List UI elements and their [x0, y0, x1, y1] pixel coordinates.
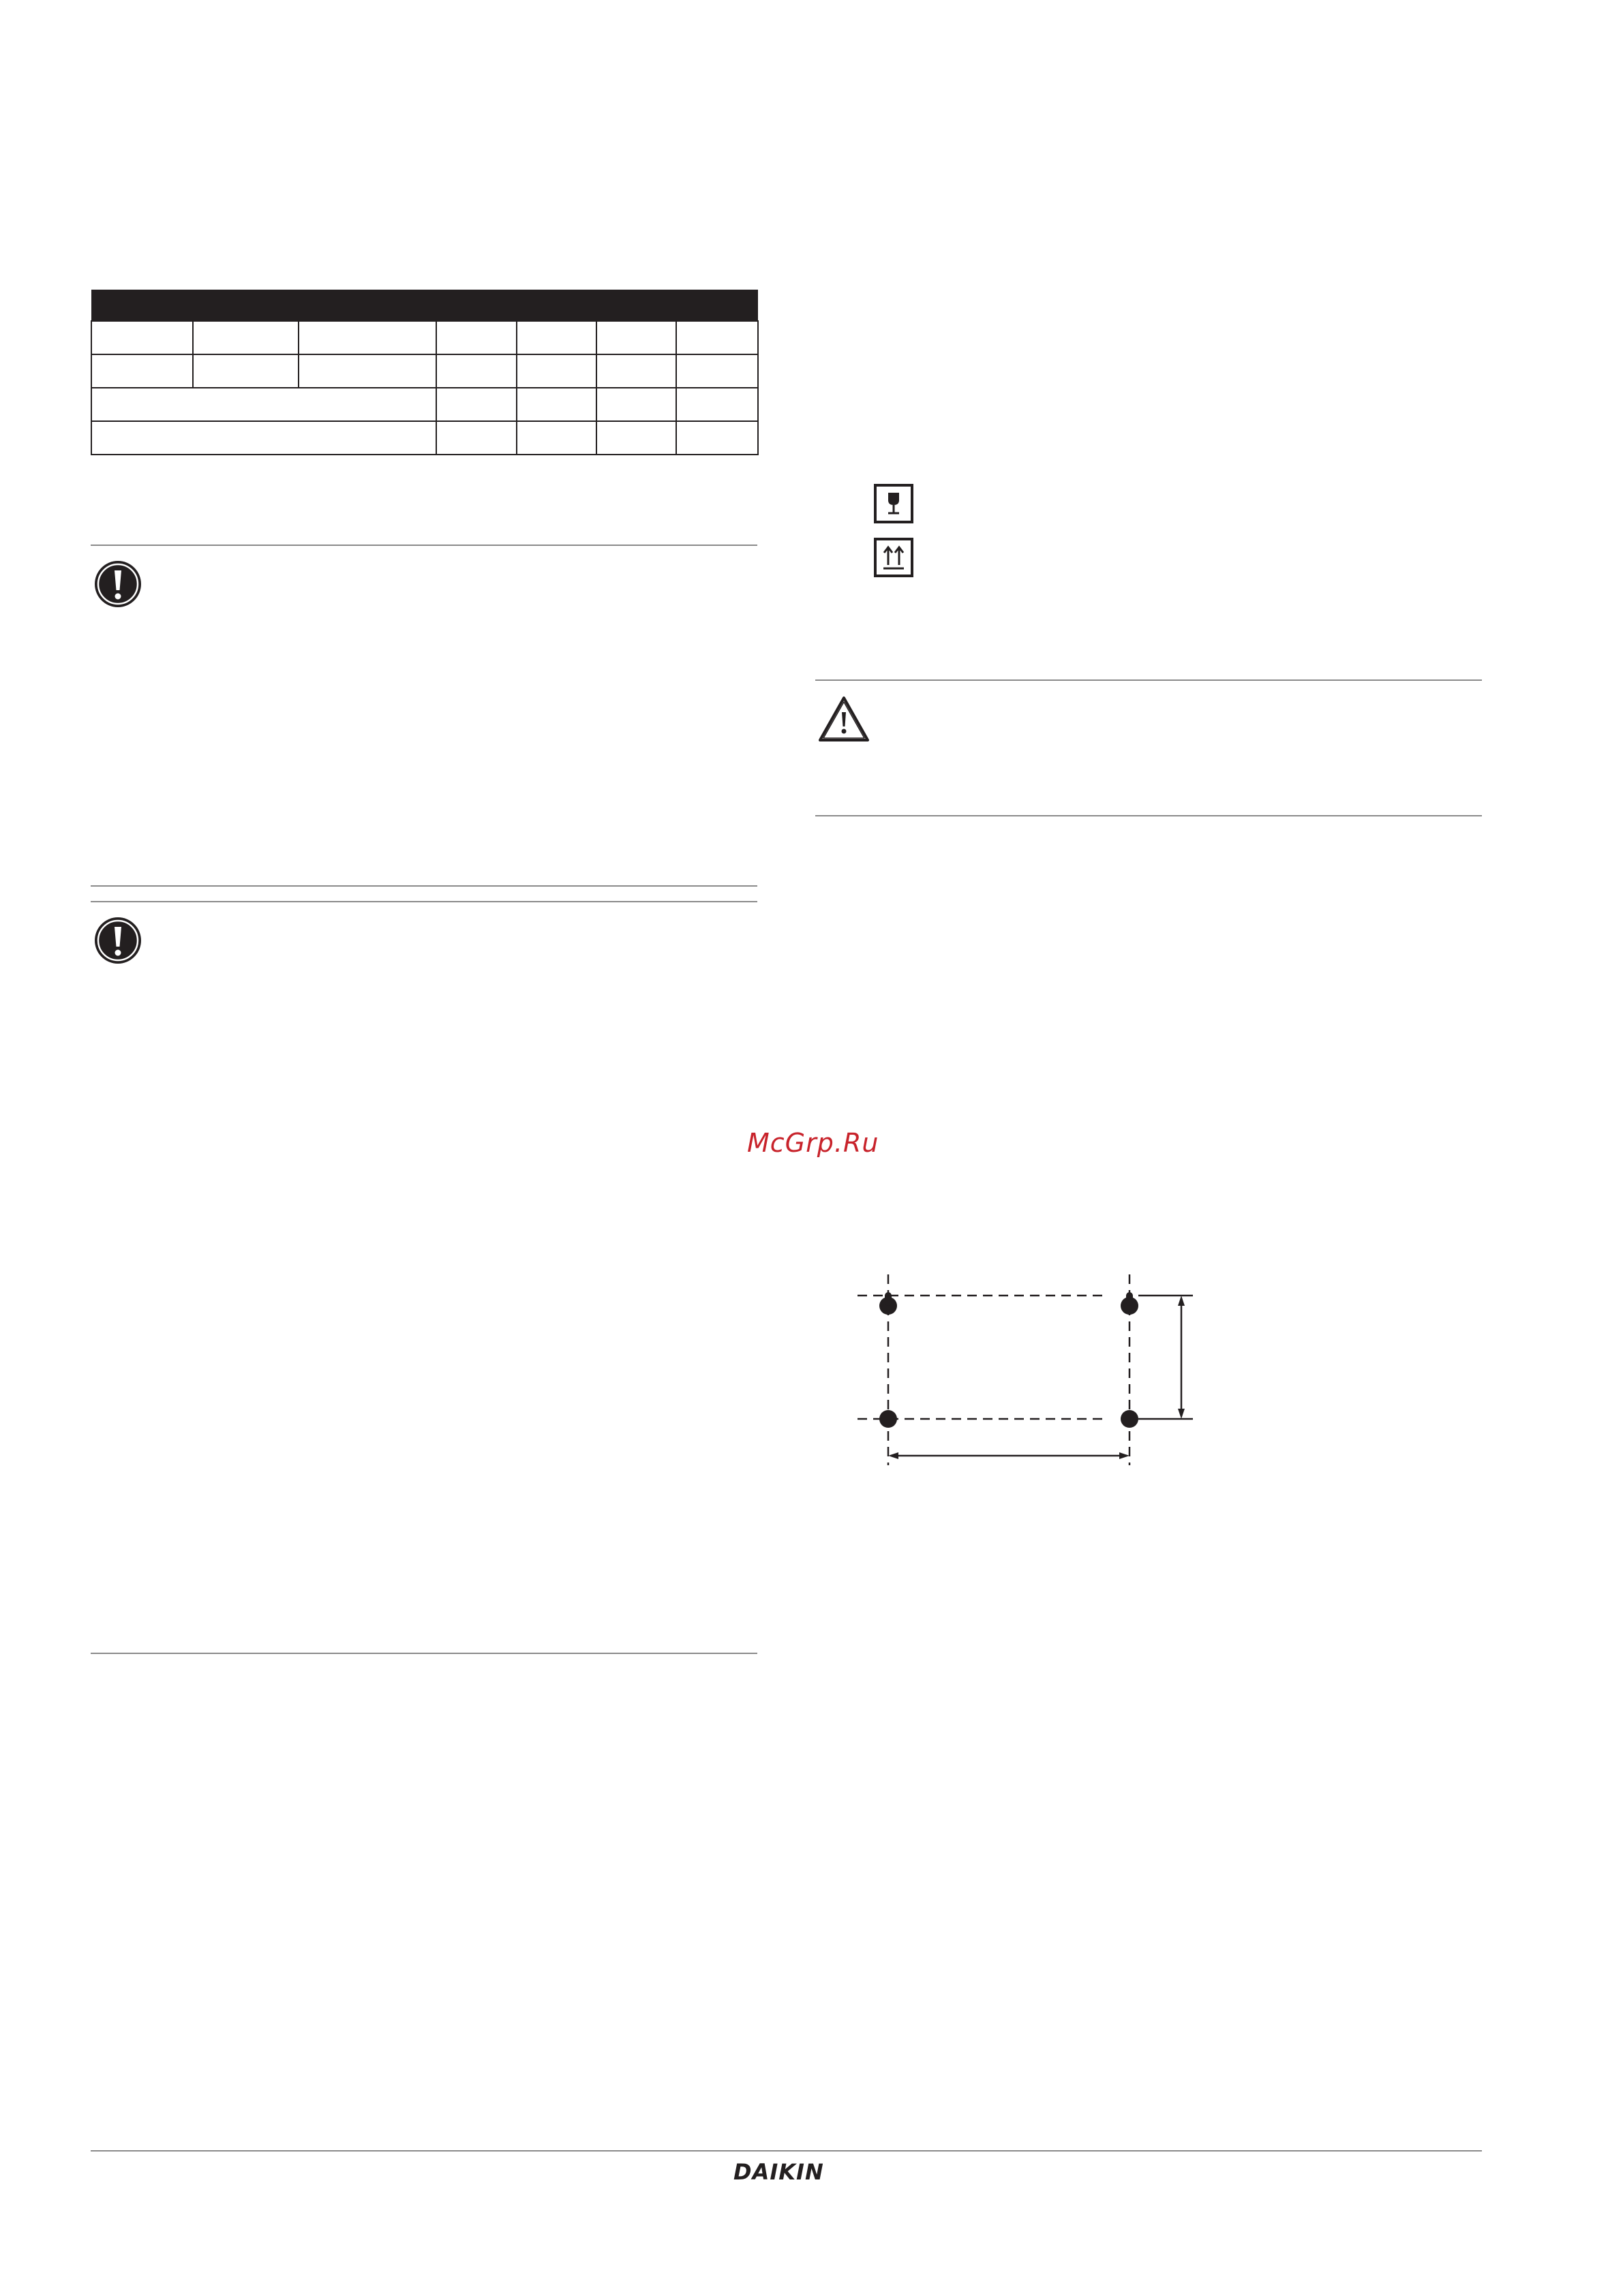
- notice-top-rule: [91, 545, 757, 546]
- table-row: [91, 388, 758, 421]
- footer-rule: [91, 2150, 1482, 2152]
- table-cell: [596, 388, 676, 421]
- table-cell: [193, 354, 299, 388]
- table-cell: [676, 388, 758, 421]
- warning-top-rule: [815, 679, 1482, 681]
- exclamation-icon: [93, 560, 142, 609]
- table-cell: [91, 388, 436, 421]
- daikin-logo: DAIKIN: [733, 2159, 824, 2185]
- table-cell: [436, 354, 517, 388]
- table-cell: [517, 421, 596, 455]
- this-side-up-icon: [874, 538, 913, 577]
- table-cell: [91, 421, 436, 455]
- table-cell: [596, 321, 676, 354]
- warning-triangle-icon: [818, 696, 870, 742]
- notice-top-rule: [91, 901, 757, 902]
- fragile-glass-icon: [874, 484, 913, 523]
- table-cell: [517, 388, 596, 421]
- table-cell: [91, 321, 193, 354]
- table-cell: [436, 321, 517, 354]
- table-header: [91, 290, 758, 321]
- table-row: [91, 421, 758, 455]
- table-cell: [517, 354, 596, 388]
- table-cell: [299, 354, 436, 388]
- table-header-row: [91, 290, 758, 321]
- table-row: [91, 354, 758, 388]
- table-cell: [91, 354, 193, 388]
- specification-table: [91, 290, 759, 455]
- mounting-hole-diagram: [852, 1268, 1207, 1472]
- notice-bottom-rule: [91, 885, 757, 887]
- table-row: [91, 321, 758, 354]
- table-cell: [517, 321, 596, 354]
- table-cell: [676, 354, 758, 388]
- table-cell: [436, 388, 517, 421]
- table-cell: [193, 321, 299, 354]
- watermark: McGrp.Ru: [747, 1128, 879, 1158]
- table-cell: [596, 421, 676, 455]
- table-cell: [299, 321, 436, 354]
- warning-bottom-rule: [815, 815, 1482, 816]
- exclamation-icon: [93, 916, 142, 965]
- table-cell: [436, 421, 517, 455]
- table-cell: [676, 421, 758, 455]
- table-cell: [676, 321, 758, 354]
- table-cell: [596, 354, 676, 388]
- notice-bottom-rule: [91, 1653, 757, 1654]
